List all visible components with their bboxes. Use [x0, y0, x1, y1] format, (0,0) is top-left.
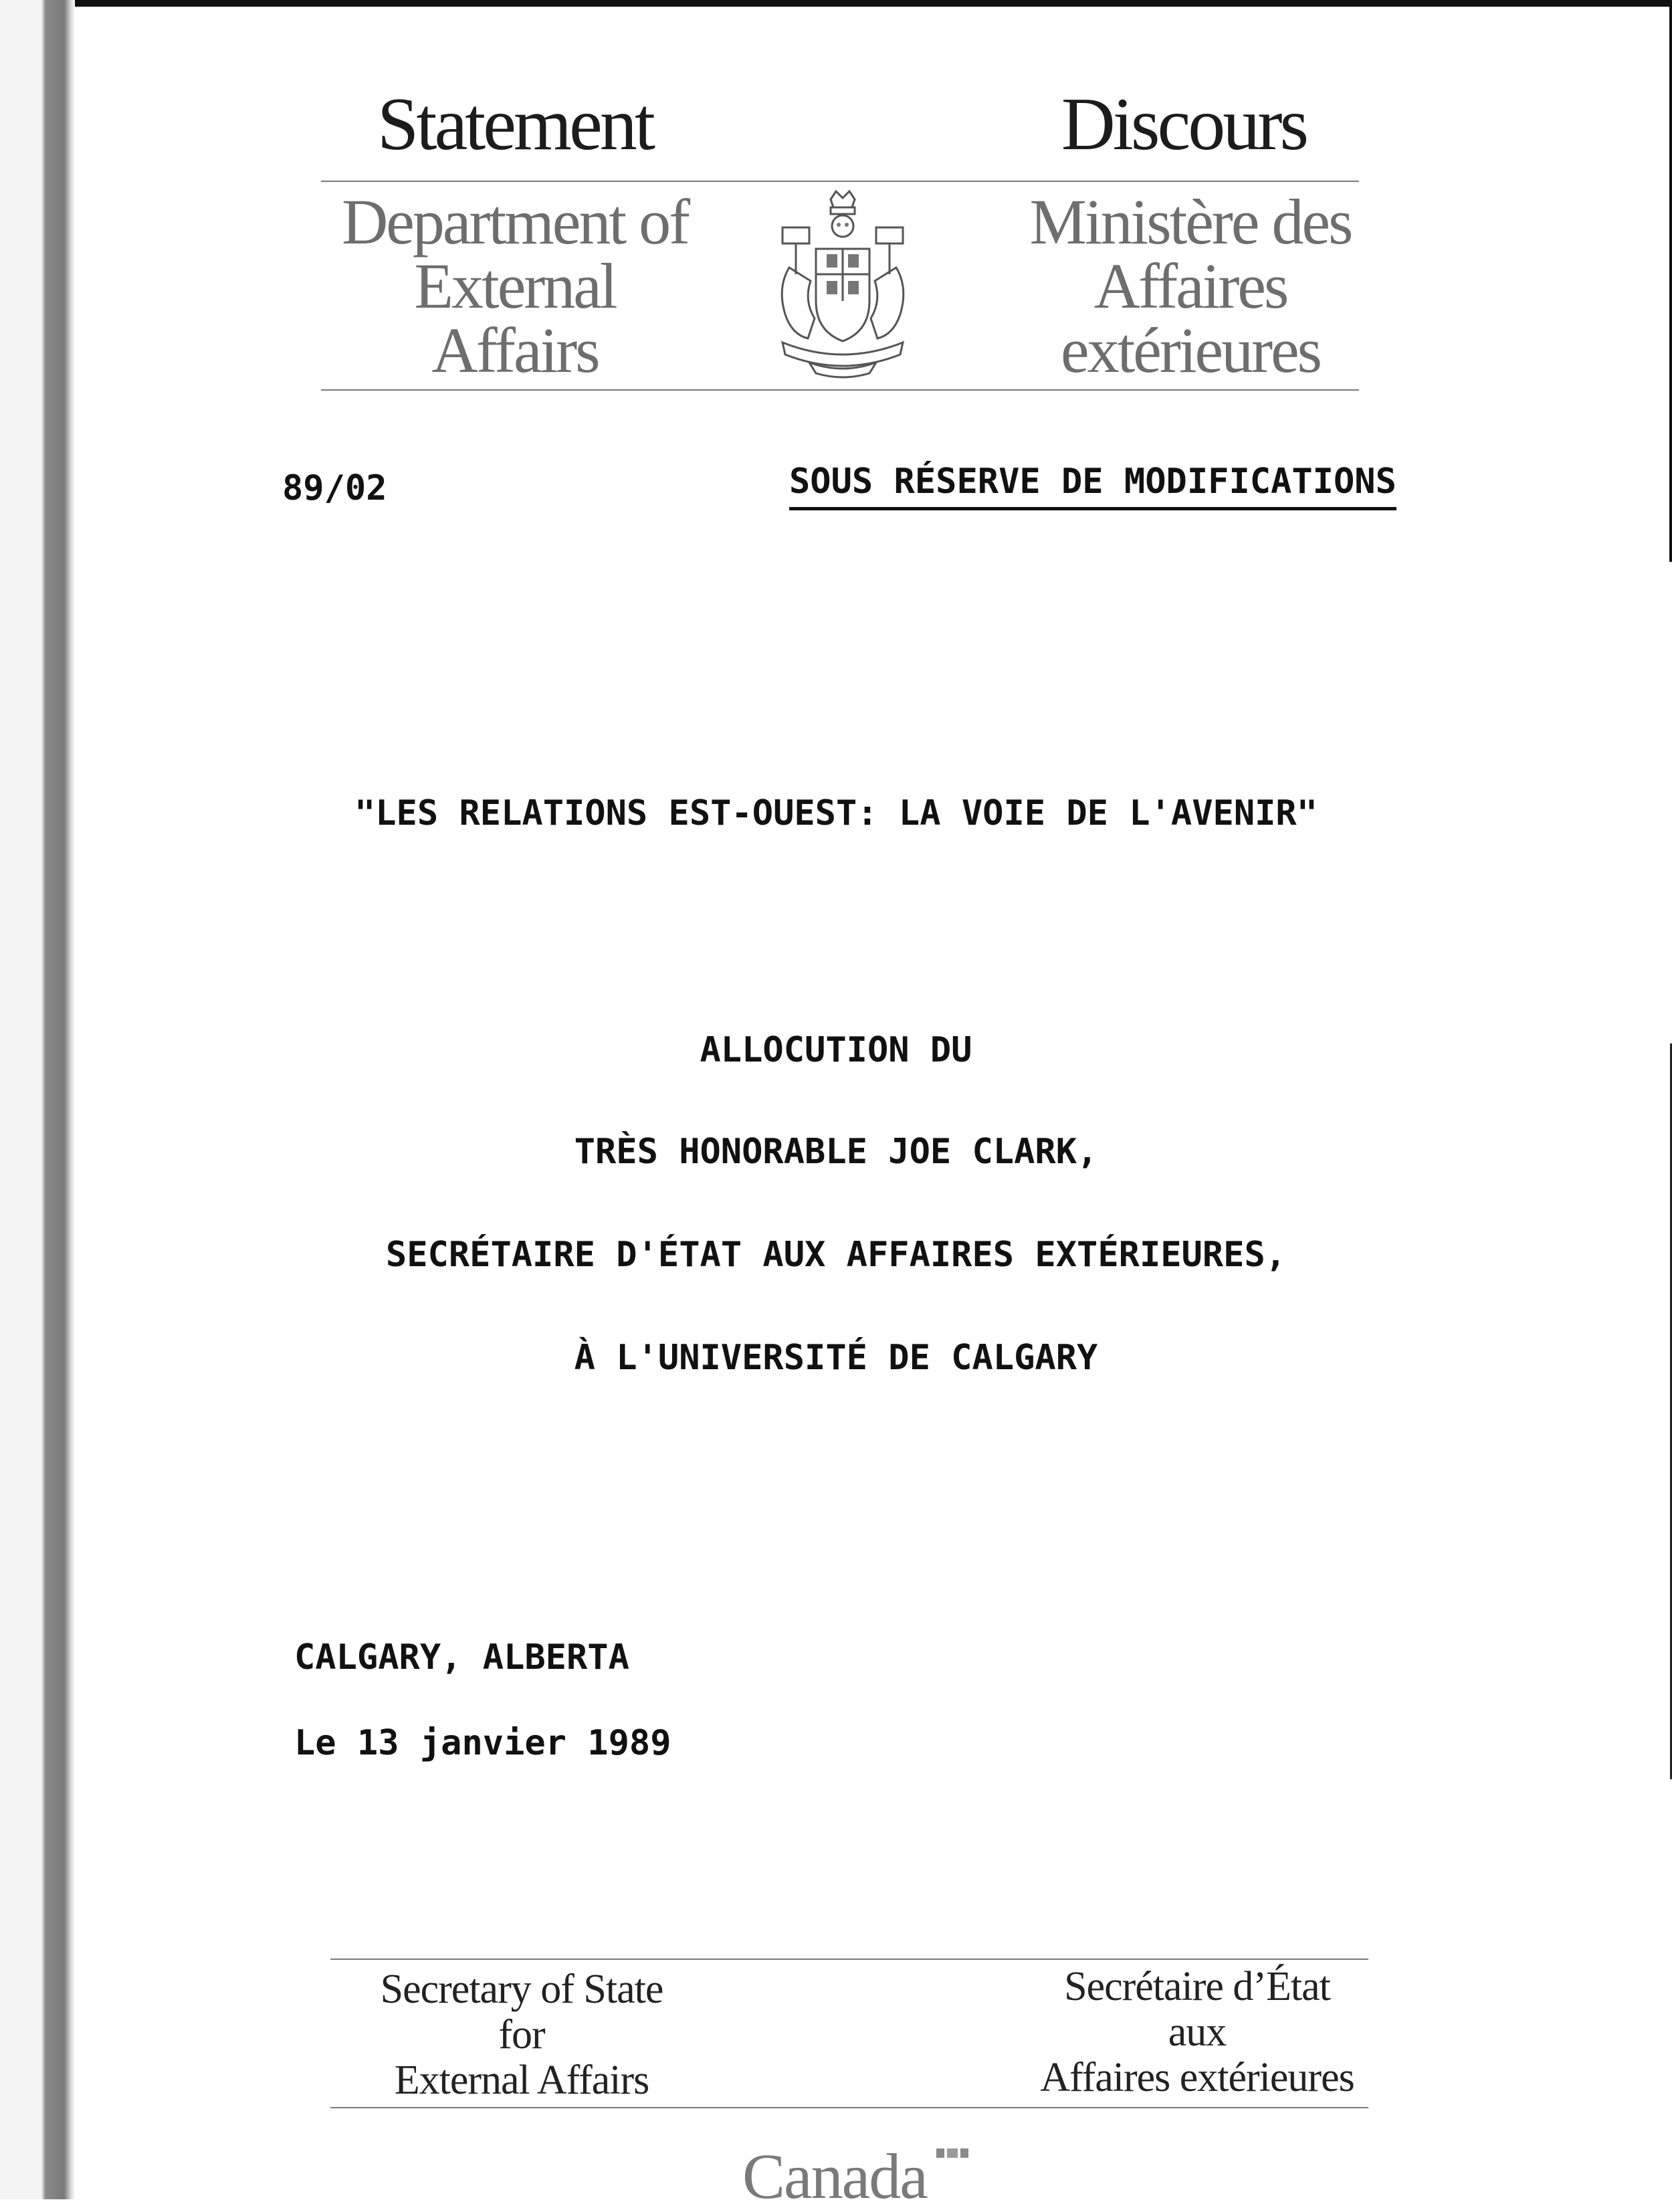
footer-bottom-rule: [330, 2107, 1368, 2108]
department-fr-line: extérieures: [1060, 314, 1321, 386]
speech-line: TRÈS HONORABLE JOE CLARK,: [574, 1132, 1098, 1172]
flag-icon: [947, 2148, 958, 2158]
department-en-line: External: [414, 250, 616, 322]
location: CALGARY, ALBERTA: [294, 1637, 629, 1678]
department-en-line: Affairs: [431, 314, 599, 386]
canada-wordmark: Canada: [742, 2140, 927, 2212]
header-bottom-rule: [321, 389, 1359, 391]
secretary-en: [334, 1967, 709, 2103]
scan-top-edge: [0, 0, 1672, 7]
coat-of-arms-icon: [769, 187, 916, 381]
secretary-fr-line: Affaires extérieures: [1040, 2055, 1354, 2100]
department-fr-line: Affaires: [1093, 250, 1287, 322]
statement-title: Statement: [377, 83, 653, 166]
footer-top-rule: [330, 1958, 1368, 1960]
speech-line: SECRÉTAIRE D'ÉTAT AUX AFFAIRES EXTÉRIEURES,: [385, 1235, 1287, 1275]
flag-bar-right: [960, 2148, 968, 2158]
flag-bar-left: [936, 2148, 944, 2158]
scan-binding-edge: [0, 0, 75, 2199]
secretary-en-line: Secretary of State: [380, 1967, 663, 2012]
speech-title: "LES RELATIONS EST-OUEST: LA VOIE DE L'AVENIR": [354, 793, 1318, 833]
discours-title: Discours: [1061, 83, 1307, 166]
secretary-fr: [1003, 1964, 1391, 2100]
secretary-fr-line: Secrétaire d’État: [1064, 1964, 1330, 2009]
department-en-line: Department of: [341, 186, 689, 258]
scan-right-edge: [1669, 0, 1672, 562]
header-top-rule: [321, 181, 1359, 182]
embargo-notice: SOUS RÉSERVE DE MODIFICATIONS: [789, 462, 1396, 510]
department-fr: [983, 186, 1398, 386]
department-en: [308, 186, 722, 386]
secretary-fr-line: aux: [1168, 2009, 1227, 2055]
date: Le 13 janvier 1989: [294, 1723, 671, 1763]
secretary-en-line: for: [498, 2012, 545, 2057]
department-fr-line: Ministère des: [1029, 186, 1352, 258]
speech-line: ALLOCUTION DU: [700, 1030, 972, 1070]
secretary-en-line: External Affairs: [394, 2057, 649, 2103]
reference-number: 89/02: [282, 468, 387, 508]
speech-line: À L'UNIVERSITÉ DE CALGARY: [574, 1338, 1098, 1378]
